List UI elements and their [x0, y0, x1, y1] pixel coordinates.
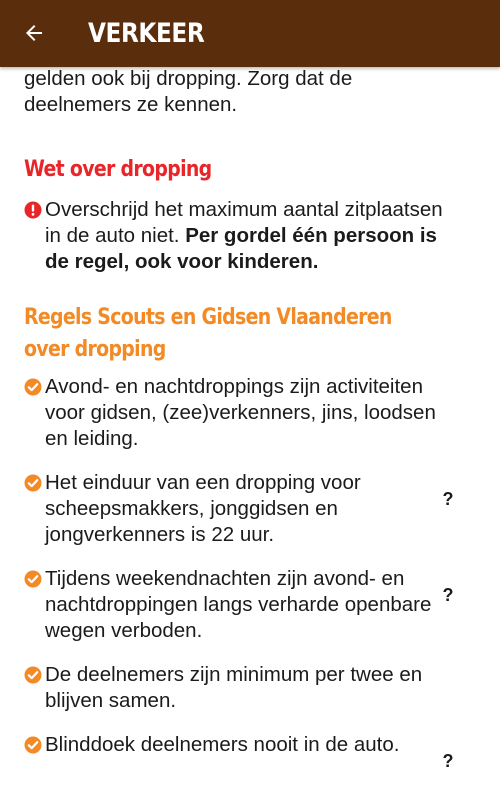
- intro-line-2: deelnemers ze kennen.: [24, 93, 238, 116]
- app-bar: [0, 0, 500, 67]
- rules-heading: Regels Scouts en Gidsen Vlaanderen over dropping: [24, 305, 392, 362]
- intro-line-1: gelden ook bij dropping. Zorg dat de: [24, 67, 353, 90]
- check-circle-icon: [24, 570, 42, 588]
- info-question-button[interactable]: ?: [442, 489, 454, 509]
- check-circle-icon: [24, 666, 42, 684]
- rule-text: De deelnemers zijn minimum per twee en blijven samen.: [45, 663, 423, 712]
- check-circle-icon: [24, 378, 42, 396]
- arrow-left-icon: [22, 21, 46, 45]
- law-heading: Wet over dropping: [24, 157, 212, 182]
- rule-text: Avond- en nachtdroppings zijn activiteiten voor gidsen, (zee)verkenners, jins, loodsen en leiding.: [45, 375, 436, 450]
- back-button[interactable]: [14, 13, 54, 53]
- page-title: VERKEER: [88, 18, 205, 49]
- info-question-button[interactable]: ?: [442, 585, 454, 605]
- law-text-bold: Per gordel één persoon is de regel, ook voor kinderen.: [45, 224, 437, 273]
- rule-text: Blinddoek deelnemers nooit in de auto.: [45, 733, 400, 756]
- check-circle-icon: [24, 736, 42, 754]
- rule-text: Het einduur van een dropping voor scheepsmakkers, jonggidsen en jongverkenners is 22 uur.: [45, 471, 361, 546]
- info-question-button[interactable]: ?: [442, 751, 454, 771]
- law-text-plain: Overschrijd het maximum aantal zitplaatsen in de auto niet.: [45, 198, 443, 247]
- check-circle-icon: [24, 474, 42, 492]
- rule-text: Tijdens weekendnachten zijn avond- en nachtdroppingen langs verharde openbare wegen verboden.: [45, 567, 432, 642]
- law-text: [45, 197, 460, 275]
- exclamation-circle-icon: [24, 201, 42, 219]
